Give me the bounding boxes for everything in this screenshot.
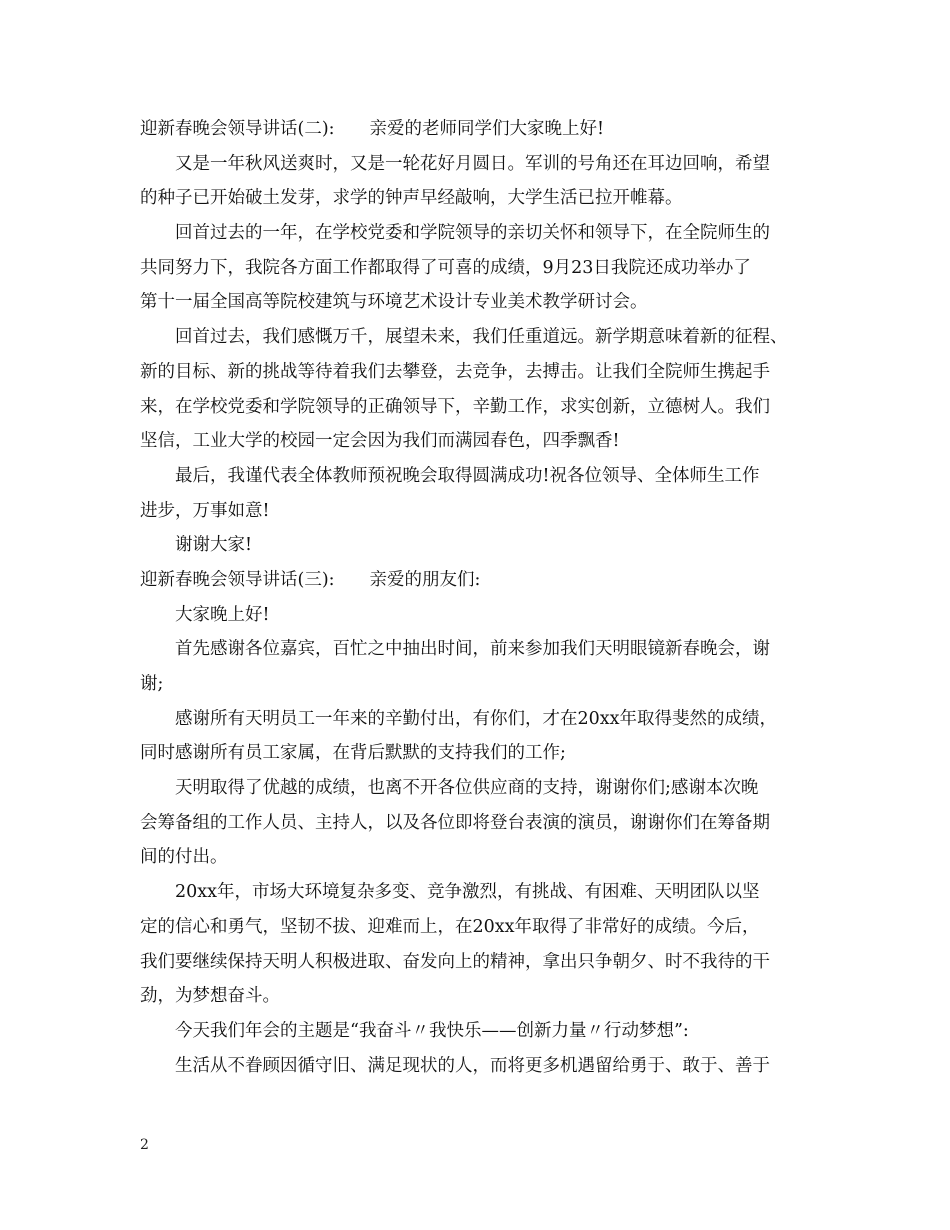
paragraph-line: 来，在学校党委和学院领导的正确领导下，辛勤工作，求实创新，立德树人。我们 <box>140 396 770 417</box>
paragraph-line: 20xx年，市场大环境复杂多变、竞争激烈，有挑战、有困难、天明团队以坚 <box>175 882 760 903</box>
page-number: 2 <box>140 1137 149 1153</box>
paragraph-line: 同时感谢所有员工家属，在背后默默的支持我们的工作; <box>140 743 566 764</box>
paragraph-line: 回首过去，我们感慨万千，展望未来，我们任重道远。新学期意味着新的征程、 <box>175 327 788 348</box>
paragraph-line: 劲，为梦想奋斗。 <box>140 986 280 1007</box>
paragraph-line: 感谢所有天明员工一年来的辛勤付出，有你们，才在20xx年取得斐然的成绩， <box>175 708 778 729</box>
document-body <box>140 112 816 1083</box>
paragraph-line: 谢谢大家! <box>175 535 253 556</box>
paragraph-line: 共同努力下，我院各方面工作都取得了可喜的成绩，9月23日我院还成功举办了 <box>140 257 751 278</box>
paragraph-line: 又是一年秋风送爽时，又是一轮花好月圆日。军训的号角还在耳边回响，希望 <box>175 153 770 174</box>
paragraph-line: 的种子已开始破土发芽，求学的钟声早经敲响，大学生活已拉开帷幕。 <box>140 188 683 209</box>
paragraph-line: 定的信心和勇气，坚韧不拔、迎难而上，在20xx年取得了非常好的成绩。今后， <box>140 916 760 937</box>
section-heading-speech-2: 迎新春晚会领导讲话(二): 亲爱的老师同学们大家晚上好! <box>140 119 605 139</box>
paragraph-line: 间的付出。 <box>140 847 228 868</box>
paragraph-line: 谢; <box>140 674 164 694</box>
paragraph-line: 大家晚上好! <box>175 604 270 625</box>
paragraph-line: 我们要继续保持天明人积极进取、奋发向上的精神，拿出只争朝夕、时不我待的干 <box>140 951 770 972</box>
paragraph-line: 最后，我谨代表全体教师预祝晚会取得圆满成功!祝各位领导、全体师生工作 <box>175 465 760 486</box>
section-heading-speech-3: 迎新春晚会领导讲话(三): 亲爱的朋友们: <box>140 569 481 590</box>
paragraph-line: 首先感谢各位嘉宾，百忙之中抽出时间，前来参加我们天明眼镜新春晚会，谢 <box>175 639 770 660</box>
paragraph-line: 生活从不眷顾因循守旧、满足现状的人，而将更多机遇留给勇于、敢于、善于 <box>175 1055 770 1076</box>
paragraph-line: 第十一届全国高等院校建筑与环境艺术设计专业美术教学研讨会。 <box>140 292 648 313</box>
paragraph-line: 进步，万事如意! <box>140 500 270 521</box>
paragraph-line: 天明取得了优越的成绩，也离不开各位供应商的支持，谢谢你们;感谢本次晚 <box>175 778 759 799</box>
paragraph-line: 会筹备组的工作人员、主持人，以及各位即将登台表演的演员，谢谢你们在筹备期 <box>140 812 770 833</box>
paragraph-line: 回首过去的一年，在学校党委和学院领导的亲切关怀和领导下，在全院师生的 <box>175 223 770 244</box>
paragraph-line: 坚信，工业大学的校园一定会因为我们而满园春色，四季飘香! <box>140 431 620 452</box>
paragraph-line: 今天我们年会的主题是“我奋斗〃我快乐——创新力量〃行动梦想”: <box>175 1020 689 1041</box>
paragraph-line: 新的目标、新的挑战等待着我们去攀登，去竞争，去搏击。让我们全院师生携起手 <box>140 361 770 382</box>
